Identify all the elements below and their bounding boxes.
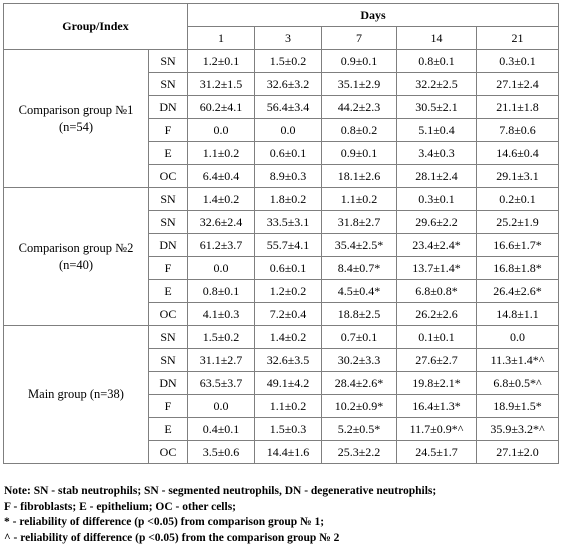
value-cell: 14.6±0.4 — [477, 142, 559, 165]
day-header: 21 — [477, 27, 559, 50]
value-cell: 4.5±0.4* — [322, 280, 397, 303]
value-cell: 1.4±0.2 — [255, 326, 322, 349]
index-cell: F — [149, 119, 188, 142]
value-cell: 11.7±0.9*^ — [397, 418, 477, 441]
value-cell: 6.8±0.5*^ — [477, 372, 559, 395]
value-cell: 16.8±1.8* — [477, 257, 559, 280]
results-table — [3, 3, 559, 464]
index-cell: SN — [149, 211, 188, 234]
value-cell: 1.8±0.2 — [255, 188, 322, 211]
value-cell: 0.8±0.1 — [397, 50, 477, 73]
value-cell: 35.1±2.9 — [322, 73, 397, 96]
value-cell: 1.5±0.3 — [255, 418, 322, 441]
index-cell: E — [149, 280, 188, 303]
value-cell: 25.2±1.9 — [477, 211, 559, 234]
value-cell: 31.8±2.7 — [322, 211, 397, 234]
index-cell: E — [149, 418, 188, 441]
value-cell: 0.9±0.1 — [322, 50, 397, 73]
value-cell: 0.0 — [477, 326, 559, 349]
value-cell: 8.4±0.7* — [322, 257, 397, 280]
value-cell: 32.2±2.5 — [397, 73, 477, 96]
value-cell: 1.2±0.1 — [188, 50, 255, 73]
value-cell: 28.4±2.6* — [322, 372, 397, 395]
value-cell: 26.2±2.6 — [397, 303, 477, 326]
value-cell: 7.2±0.4 — [255, 303, 322, 326]
value-cell: 33.5±3.1 — [255, 211, 322, 234]
value-cell: 0.6±0.1 — [255, 257, 322, 280]
day-header: 3 — [255, 27, 322, 50]
index-cell: F — [149, 395, 188, 418]
value-cell: 55.7±4.1 — [255, 234, 322, 257]
value-cell: 10.2±0.9* — [322, 395, 397, 418]
group-name-cell — [4, 326, 149, 464]
group-name-cell — [4, 188, 149, 326]
note-line: * - reliability of difference (p <0.05) from comparison group № 1; — [4, 516, 325, 528]
index-cell: SN — [149, 349, 188, 372]
index-cell: OC — [149, 441, 188, 464]
index-cell: OC — [149, 303, 188, 326]
value-cell: 30.2±3.3 — [322, 349, 397, 372]
value-cell: 1.1±0.2 — [255, 395, 322, 418]
value-cell: 16.4±1.3* — [397, 395, 477, 418]
value-cell: 35.9±3.2*^ — [477, 418, 559, 441]
value-cell: 44.2±2.3 — [322, 96, 397, 119]
value-cell: 3.4±0.3 — [397, 142, 477, 165]
value-cell: 19.8±2.1* — [397, 372, 477, 395]
value-cell: 6.4±0.4 — [188, 165, 255, 188]
value-cell: 0.0 — [255, 119, 322, 142]
value-cell: 0.9±0.1 — [322, 142, 397, 165]
value-cell: 29.1±3.1 — [477, 165, 559, 188]
value-cell: 32.6±2.4 — [188, 211, 255, 234]
value-cell: 18.8±2.5 — [322, 303, 397, 326]
value-cell: 1.1±0.2 — [322, 188, 397, 211]
value-cell: 0.8±0.2 — [322, 119, 397, 142]
value-cell: 24.5±1.7 — [397, 441, 477, 464]
index-cell: F — [149, 257, 188, 280]
value-cell: 27.1±2.0 — [477, 441, 559, 464]
day-header: 14 — [397, 27, 477, 50]
value-cell: 3.5±0.6 — [188, 441, 255, 464]
index-cell: DN — [149, 372, 188, 395]
value-cell: 30.5±2.1 — [397, 96, 477, 119]
group-size: (n=54) — [58, 119, 94, 134]
value-cell: 56.4±3.4 — [255, 96, 322, 119]
value-cell: 1.5±0.2 — [255, 50, 322, 73]
value-cell: 5.2±0.5* — [322, 418, 397, 441]
value-cell: 0.7±0.1 — [322, 326, 397, 349]
value-cell: 28.1±2.4 — [397, 165, 477, 188]
value-cell: 1.1±0.2 — [188, 142, 255, 165]
value-cell: 13.7±1.4* — [397, 257, 477, 280]
day-header: 1 — [188, 27, 255, 50]
value-cell: 27.1±2.4 — [477, 73, 559, 96]
note-line: Note: SN - stab neutrophils; SN - segmented neutrophils, DN - degenerative neutrophils; — [4, 485, 437, 497]
value-cell: 18.9±1.5* — [477, 395, 559, 418]
value-cell: 11.3±1.4*^ — [477, 349, 559, 372]
group-size: (n=40) — [58, 257, 94, 272]
value-cell: 32.6±3.2 — [255, 73, 322, 96]
group-name: Comparison group №2 — [18, 240, 134, 255]
value-cell: 29.6±2.2 — [397, 211, 477, 234]
value-cell: 31.1±2.7 — [188, 349, 255, 372]
note-line: ^ - reliability of difference (p <0.05) from the comparison group № 2 — [4, 531, 340, 544]
group-index-header: Group/Index — [4, 4, 188, 50]
value-cell: 49.1±4.2 — [255, 372, 322, 395]
value-cell: 0.1±0.1 — [397, 326, 477, 349]
index-cell: SN — [149, 326, 188, 349]
note-line: F - fibroblasts; E - epithelium; OC - other cells; — [4, 500, 236, 513]
value-cell: 0.3±0.1 — [477, 50, 559, 73]
value-cell: 63.5±3.7 — [188, 372, 255, 395]
value-cell: 0.6±0.1 — [255, 142, 322, 165]
value-cell: 0.0 — [188, 395, 255, 418]
table-row — [4, 50, 559, 73]
value-cell: 25.3±2.2 — [322, 441, 397, 464]
value-cell: 0.4±0.1 — [188, 418, 255, 441]
days-header: Days — [188, 4, 559, 27]
table-notes — [4, 484, 558, 546]
value-cell: 32.6±3.5 — [255, 349, 322, 372]
value-cell: 1.4±0.2 — [188, 188, 255, 211]
value-cell: 14.4±1.6 — [255, 441, 322, 464]
value-cell: 16.6±1.7* — [477, 234, 559, 257]
table-row — [4, 188, 559, 211]
value-cell: 0.0 — [188, 119, 255, 142]
value-cell: 1.5±0.2 — [188, 326, 255, 349]
value-cell: 61.2±3.7 — [188, 234, 255, 257]
value-cell: 14.8±1.1 — [477, 303, 559, 326]
index-cell: SN — [149, 188, 188, 211]
group-name-cell — [4, 50, 149, 188]
value-cell: 60.2±4.1 — [188, 96, 255, 119]
value-cell: 23.4±2.4* — [397, 234, 477, 257]
index-cell: DN — [149, 96, 188, 119]
value-cell: 18.1±2.6 — [322, 165, 397, 188]
value-cell: 8.9±0.3 — [255, 165, 322, 188]
value-cell: 26.4±2.6* — [477, 280, 559, 303]
index-cell: SN — [149, 50, 188, 73]
value-cell: 1.2±0.2 — [255, 280, 322, 303]
value-cell: 0.2±0.1 — [477, 188, 559, 211]
value-cell: 0.8±0.1 — [188, 280, 255, 303]
value-cell: 6.8±0.8* — [397, 280, 477, 303]
day-header: 7 — [322, 27, 397, 50]
index-cell: OC — [149, 165, 188, 188]
group-name: Main group (n=38) — [28, 387, 124, 401]
index-cell: E — [149, 142, 188, 165]
index-cell: SN — [149, 73, 188, 96]
value-cell: 0.0 — [188, 257, 255, 280]
value-cell: 4.1±0.3 — [188, 303, 255, 326]
value-cell: 31.2±1.5 — [188, 73, 255, 96]
value-cell: 27.6±2.7 — [397, 349, 477, 372]
value-cell: 7.8±0.6 — [477, 119, 559, 142]
value-cell: 5.1±0.4 — [397, 119, 477, 142]
value-cell: 21.1±1.8 — [477, 96, 559, 119]
value-cell: 35.4±2.5* — [322, 234, 397, 257]
index-cell: DN — [149, 234, 188, 257]
group-name: Comparison group №1 — [18, 102, 134, 117]
header-row-1 — [4, 4, 559, 27]
table-row — [4, 326, 559, 349]
value-cell: 0.3±0.1 — [397, 188, 477, 211]
